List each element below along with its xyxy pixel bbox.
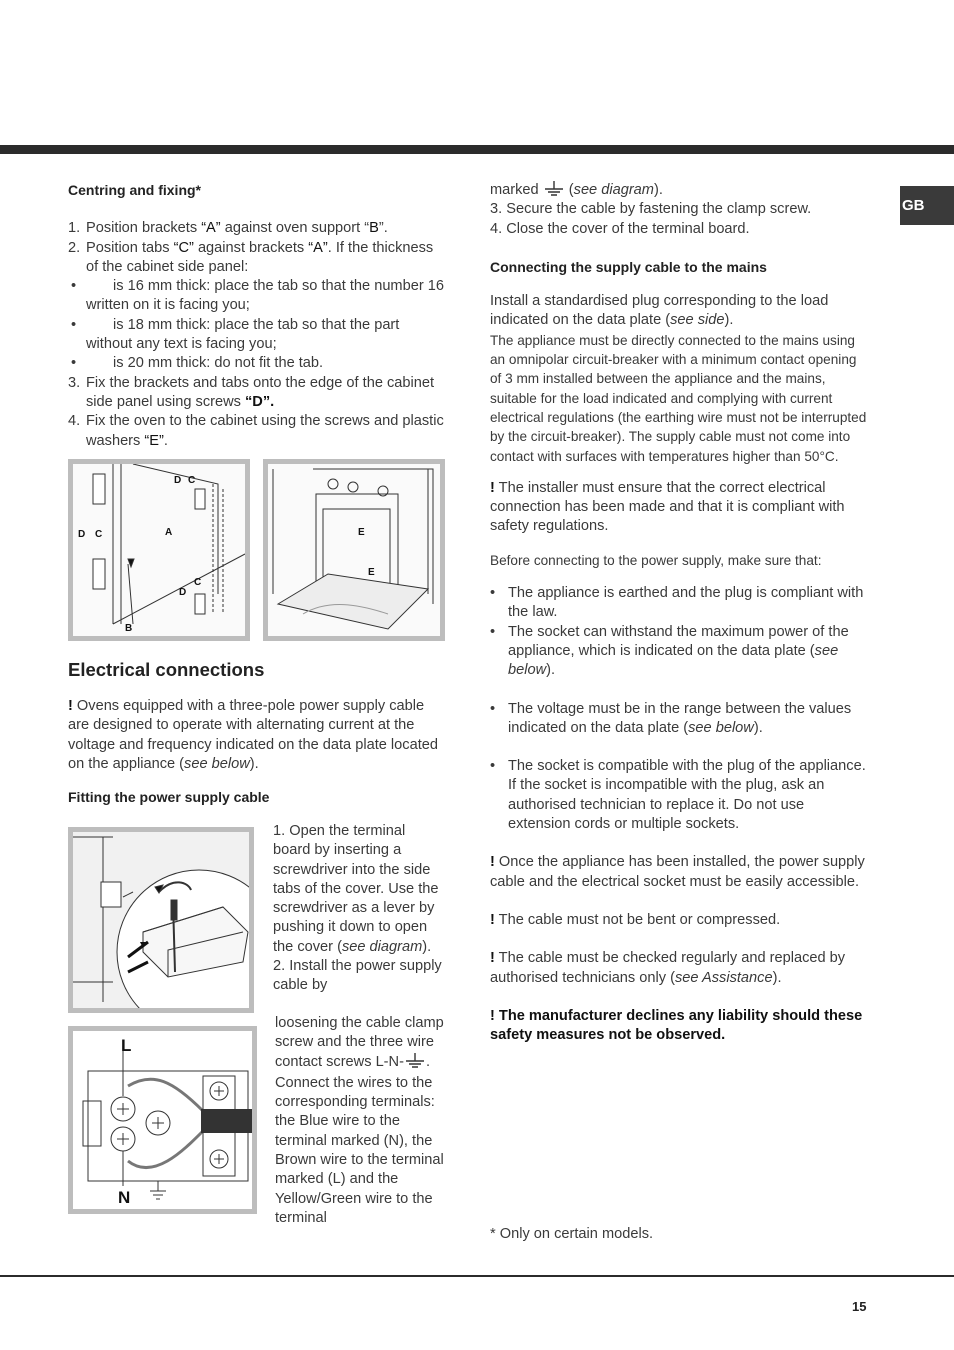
direct-connection-paragraph: The appliance must be directly connected to the mains using an omnipolar circuit-breaker with a minimum contact opening of 3 mm installed between the appliance and the mains, suitable for the load indicated and complying with current electrical regulations (the earthing wire must not be interrupted by the circuit-breaker). The supply cable must not come into contact with surfaces with temperatures higher than 50°C.	[490, 332, 867, 464]
step-mark: “A”	[201, 220, 221, 237]
label-c: C	[188, 475, 196, 486]
before-connecting-text: Before connecting to the power supply, make sure that:	[490, 552, 822, 568]
step-text: .	[163, 432, 168, 449]
oven-screws-diagram-svg	[268, 464, 440, 636]
language-tab: GB	[900, 186, 954, 225]
bullet-dot: •	[490, 623, 496, 640]
label-e: E	[358, 527, 365, 538]
step1-ref: see diagram	[341, 938, 423, 955]
checked-text: ).	[772, 969, 782, 986]
checklist-item	[490, 584, 868, 623]
marked-ref: see diagram	[573, 182, 654, 198]
checklist-text: ).	[546, 662, 556, 679]
bottom-rule	[0, 1275, 954, 1277]
plug-text: Install a standardised plug corresponding to the load indicated on the data plate (	[490, 293, 829, 329]
bullet-dot: •	[490, 700, 496, 717]
step1-text: 1. Open the terminal board by inserting a screwdriver into the side tabs of the cover. Use the screwdriver as a lever by pushing it down to open the cover (	[273, 823, 439, 955]
step2-text: loosening the cable clamp screw and the three wire contact screws L-N-	[275, 1015, 444, 1070]
step-mark: “C”	[173, 239, 194, 256]
step-number: 1.	[68, 220, 81, 237]
brackets-diagram	[68, 459, 250, 641]
safety-checklist	[490, 584, 868, 834]
marked-text: (	[564, 182, 574, 198]
terminal-board-diagram-svg	[73, 832, 249, 1008]
accessible-paragraph	[490, 853, 868, 892]
warning-mark: !	[490, 479, 495, 496]
wiring-terminal-diagram	[68, 1026, 257, 1214]
checklist-ref: see below	[688, 719, 754, 736]
centring-heading: Centring and fixing*	[68, 182, 201, 198]
bullet-dot: •	[71, 316, 77, 333]
wiring-terminal-diagram-svg	[73, 1031, 252, 1209]
warning-mark: !	[68, 698, 73, 714]
step-text: Fix the oven to the cabinet using the screws and plastic washers	[86, 413, 444, 449]
warning-mark: !	[490, 950, 495, 967]
bullet-text: is 20 mm thick: do not fit the tab.	[113, 355, 324, 372]
thickness-bullet-20	[68, 354, 444, 373]
marked-line	[490, 181, 868, 200]
right-column	[490, 181, 868, 1045]
label-c: C	[194, 577, 202, 588]
marked-text: marked	[490, 182, 543, 198]
warning-mark: !	[490, 854, 495, 871]
plug-paragraph	[490, 292, 868, 331]
bullet-dot: •	[71, 355, 77, 372]
fitting-step-1	[273, 822, 445, 996]
label-d: D	[78, 529, 86, 540]
fitting-step-4: 4. Close the cover of the terminal board.	[490, 220, 750, 237]
centring-step-4	[68, 412, 444, 451]
step1-text: ).	[422, 938, 432, 955]
fitting-step-3: 3. Secure the cable by fastening the clamp screw.	[490, 201, 812, 218]
label-e: E	[368, 567, 375, 578]
bent-text: The cable must not be bent or compressed.	[494, 911, 781, 928]
left-column	[68, 181, 444, 451]
label-b: B	[125, 623, 133, 634]
electrical-connections-title: Electrical connections	[68, 659, 265, 680]
footnote: * Only on certain models.	[490, 1226, 654, 1242]
installer-text: The installer must ensure that the correct electrical connection has been made and that it is compliant with safety regulations.	[490, 479, 845, 535]
bullet-dot: •	[490, 585, 496, 602]
bullet-text: is 16 mm thick: place the tab so that the number 16 written on it is facing you;	[86, 278, 444, 314]
bullet-text: is 18 mm thick: place the tab so that the part without any text is facing you;	[86, 316, 400, 353]
plug-text: ).	[724, 312, 734, 329]
earth-icon	[404, 1053, 426, 1069]
intro-ref: see below	[184, 755, 250, 772]
installer-paragraph	[490, 479, 868, 537]
thickness-bullet-18	[68, 316, 444, 355]
step-number: 4.	[68, 413, 81, 430]
step-text: Position tabs	[86, 239, 174, 256]
top-rule	[0, 145, 954, 154]
fitting-step-2-cont	[275, 1014, 445, 1228]
checklist-item	[490, 700, 868, 739]
checked-text: The cable must be checked regularly and replaced by authorised technicians only (	[490, 950, 846, 986]
warning-mark: !	[490, 911, 495, 928]
step-text: . If the thickness of the cabinet side panel:	[86, 239, 434, 275]
bent-paragraph	[490, 911, 868, 930]
step2-connect-text: Connect the wires to the corresponding terminals: the Blue wire to the terminal marked (N), the Brown wire to the terminal marked (L) and the Yellow/Green wire to the terminal	[275, 1074, 444, 1226]
label-d: D	[179, 587, 187, 598]
step-mark: “E”	[144, 432, 164, 449]
label-d: D	[174, 475, 182, 486]
oven-screws-diagram	[263, 459, 445, 641]
intro-text: ).	[249, 755, 259, 772]
checked-paragraph	[490, 949, 868, 988]
label-a: A	[165, 527, 173, 538]
label-n: N	[118, 1188, 131, 1207]
step-mark: “A”	[308, 239, 328, 256]
checklist-text: The socket can withstand the maximum power of the appliance, which is indicated on the data plate (	[508, 623, 849, 659]
checklist-text: The appliance is earthed and the plug is compliant with the law.	[508, 585, 864, 621]
centring-step-2	[68, 239, 444, 278]
plug-ref: see side	[670, 312, 725, 329]
liability-notice: ! The manufacturer declines any liability should these safety measures not be observed.	[490, 1007, 863, 1044]
centring-step-3	[68, 374, 444, 413]
accessible-text: Once the appliance has been installed, the power supply cable and the electrical socket must be easily accessible.	[490, 854, 865, 890]
step2-text: .	[425, 1053, 431, 1070]
step2-text: 2. Install the power supply cable by	[273, 958, 442, 994]
page-number: 15	[852, 1299, 867, 1314]
marked-text: ).	[653, 182, 663, 198]
step-text: Position brackets	[86, 220, 202, 237]
checklist-text: The socket is compatible with the plug of the appliance. If the socket is incompatible with the plug, ask an authorised technician to replace it. Do not use extension cords or multiple sockets.	[508, 758, 866, 833]
intro-text: Ovens equipped with a three-pole power supply cable are designed to operate with alternating current at the voltage and frequency indicated on the data plate located on the appliance (	[68, 698, 438, 772]
step-number: 3.	[68, 374, 81, 391]
label-l: L	[121, 1036, 132, 1055]
step-mark: B	[369, 220, 379, 237]
fitting-heading: Fitting the power supply cable	[68, 789, 270, 805]
step-number: 2.	[68, 239, 81, 256]
electrical-intro	[68, 697, 444, 774]
terminal-board-diagram	[68, 827, 254, 1013]
brackets-diagram-svg	[73, 464, 245, 636]
step-text: against oven support “	[220, 220, 370, 237]
step-mark: “D”.	[245, 393, 275, 410]
label-c: C	[95, 529, 103, 540]
step-text: ”.	[378, 220, 388, 237]
centring-step-1	[68, 219, 444, 238]
checklist-text: ).	[753, 719, 763, 736]
step-text: Fix the brackets and tabs onto the edge of the cabinet side panel using screws	[86, 374, 435, 410]
step-text: against brackets	[193, 239, 309, 256]
checklist-item	[490, 757, 868, 834]
checklist-text: The voltage must be in the range between the values indicated on the data plate (	[508, 700, 852, 736]
mains-heading: Connecting the supply cable to the mains	[490, 258, 767, 275]
bullet-dot: •	[71, 278, 77, 295]
bullet-dot: •	[490, 758, 496, 775]
thickness-bullet-16	[68, 277, 444, 316]
checklist-item	[490, 623, 868, 681]
earth-icon	[543, 181, 565, 197]
checklist-ref: see below	[508, 642, 839, 679]
checked-ref: see Assistance	[674, 969, 773, 986]
